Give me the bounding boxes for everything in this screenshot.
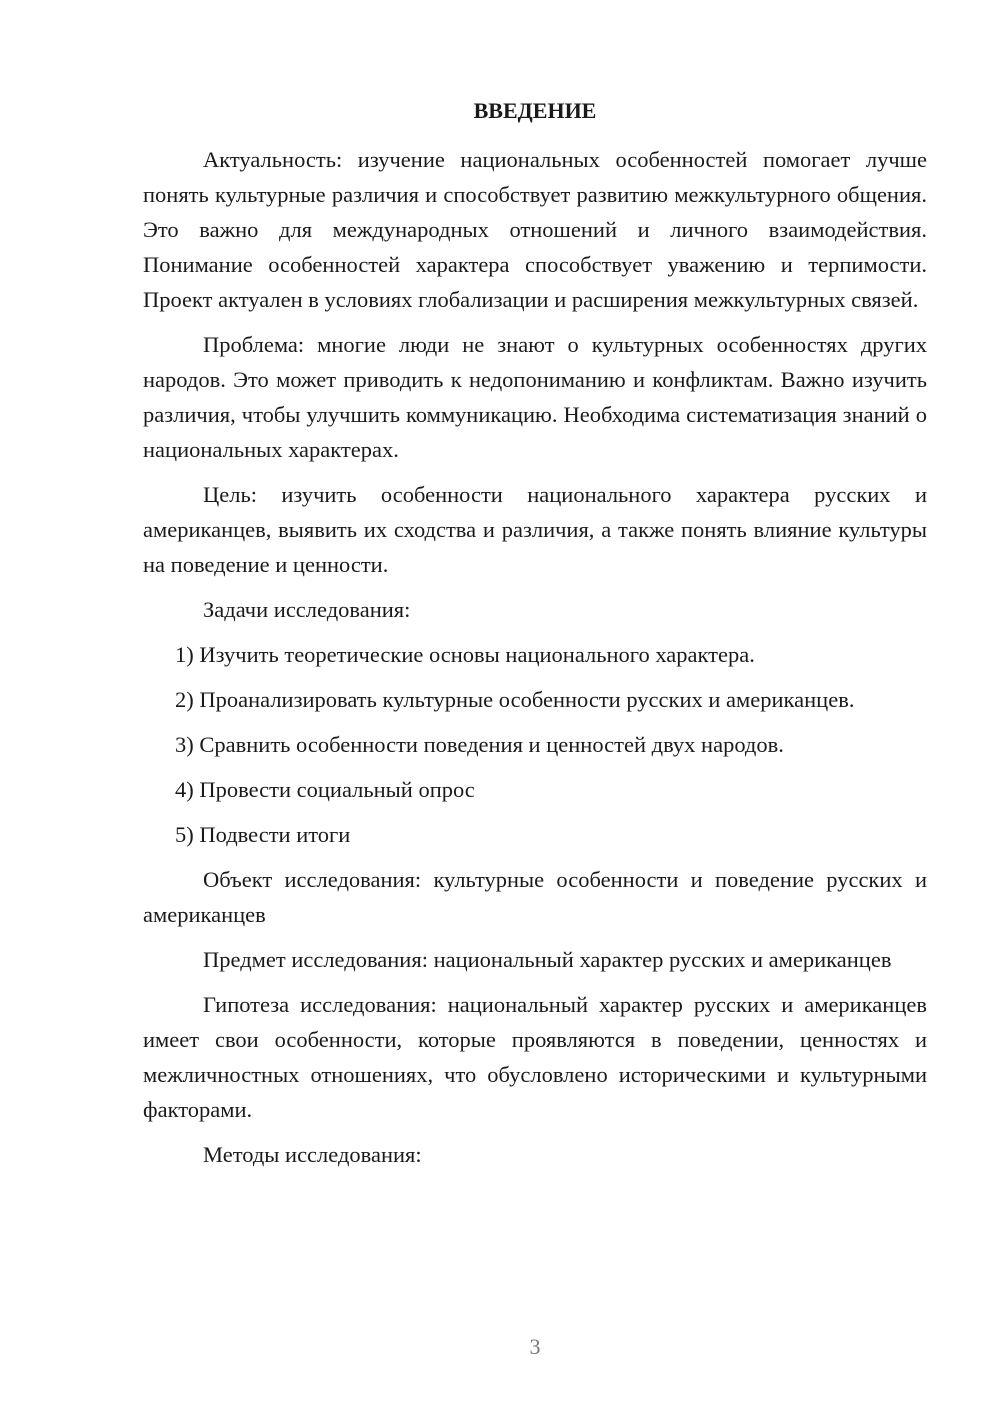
document-page (143, 94, 927, 1182)
task-item-5: 5) Подвести итоги (175, 822, 351, 847)
subject-paragraph: Предмет исследования: национальный характер русских и американцев (203, 947, 892, 972)
task-item-3: 3) Сравнить особенности поведения и ценностей двух народов. (175, 732, 784, 757)
relevance-paragraph: Актуальность: изучение национальных особенностей помогает лучше понять культурные различия и способствует развитию межкультурного общения. Это важно для международных отношений и личного взаимодействия. Понимание особенностей характера способствует уважению и терпимости. Проект актуален в условиях глобализации и расширения межкультурных связей. (143, 147, 927, 312)
methods-heading: Методы исследования: (203, 1142, 422, 1167)
section-title: ВВЕДЕНИЕ (473, 98, 597, 123)
hypothesis-paragraph: Гипотеза исследования: национальный характер русских и американцев имеет свои особенности, которые проявляются в поведении, ценностях и межличностных отношениях, что обусловлено историческими и культурными факторами. (143, 992, 927, 1122)
goal-paragraph: Цель: изучить особенности национального характера русских и американцев, выявить их сходства и различия, а также понять влияние культуры на поведение и ценности. (143, 482, 927, 577)
object-paragraph: Объект исследования: культурные особенности и поведение русских и американцев (143, 867, 927, 927)
task-item-1: 1) Изучить теоретические основы национального характера. (175, 642, 755, 667)
task-item-2: 2) Проанализировать культурные особенности русских и американцев. (175, 687, 855, 712)
task-item-4: 4) Провести социальный опрос (175, 777, 475, 802)
problem-paragraph: Проблема: многие люди не знают о культурных особенностях других народов. Это может приводить к недопониманию и конфликтам. Важно изучить различия, чтобы улучшить коммуникацию. Необходима систематизация знаний о национальных характерах. (143, 332, 927, 462)
tasks-heading: Задачи исследования: (203, 597, 411, 622)
page-number: 3 (529, 1334, 541, 1359)
